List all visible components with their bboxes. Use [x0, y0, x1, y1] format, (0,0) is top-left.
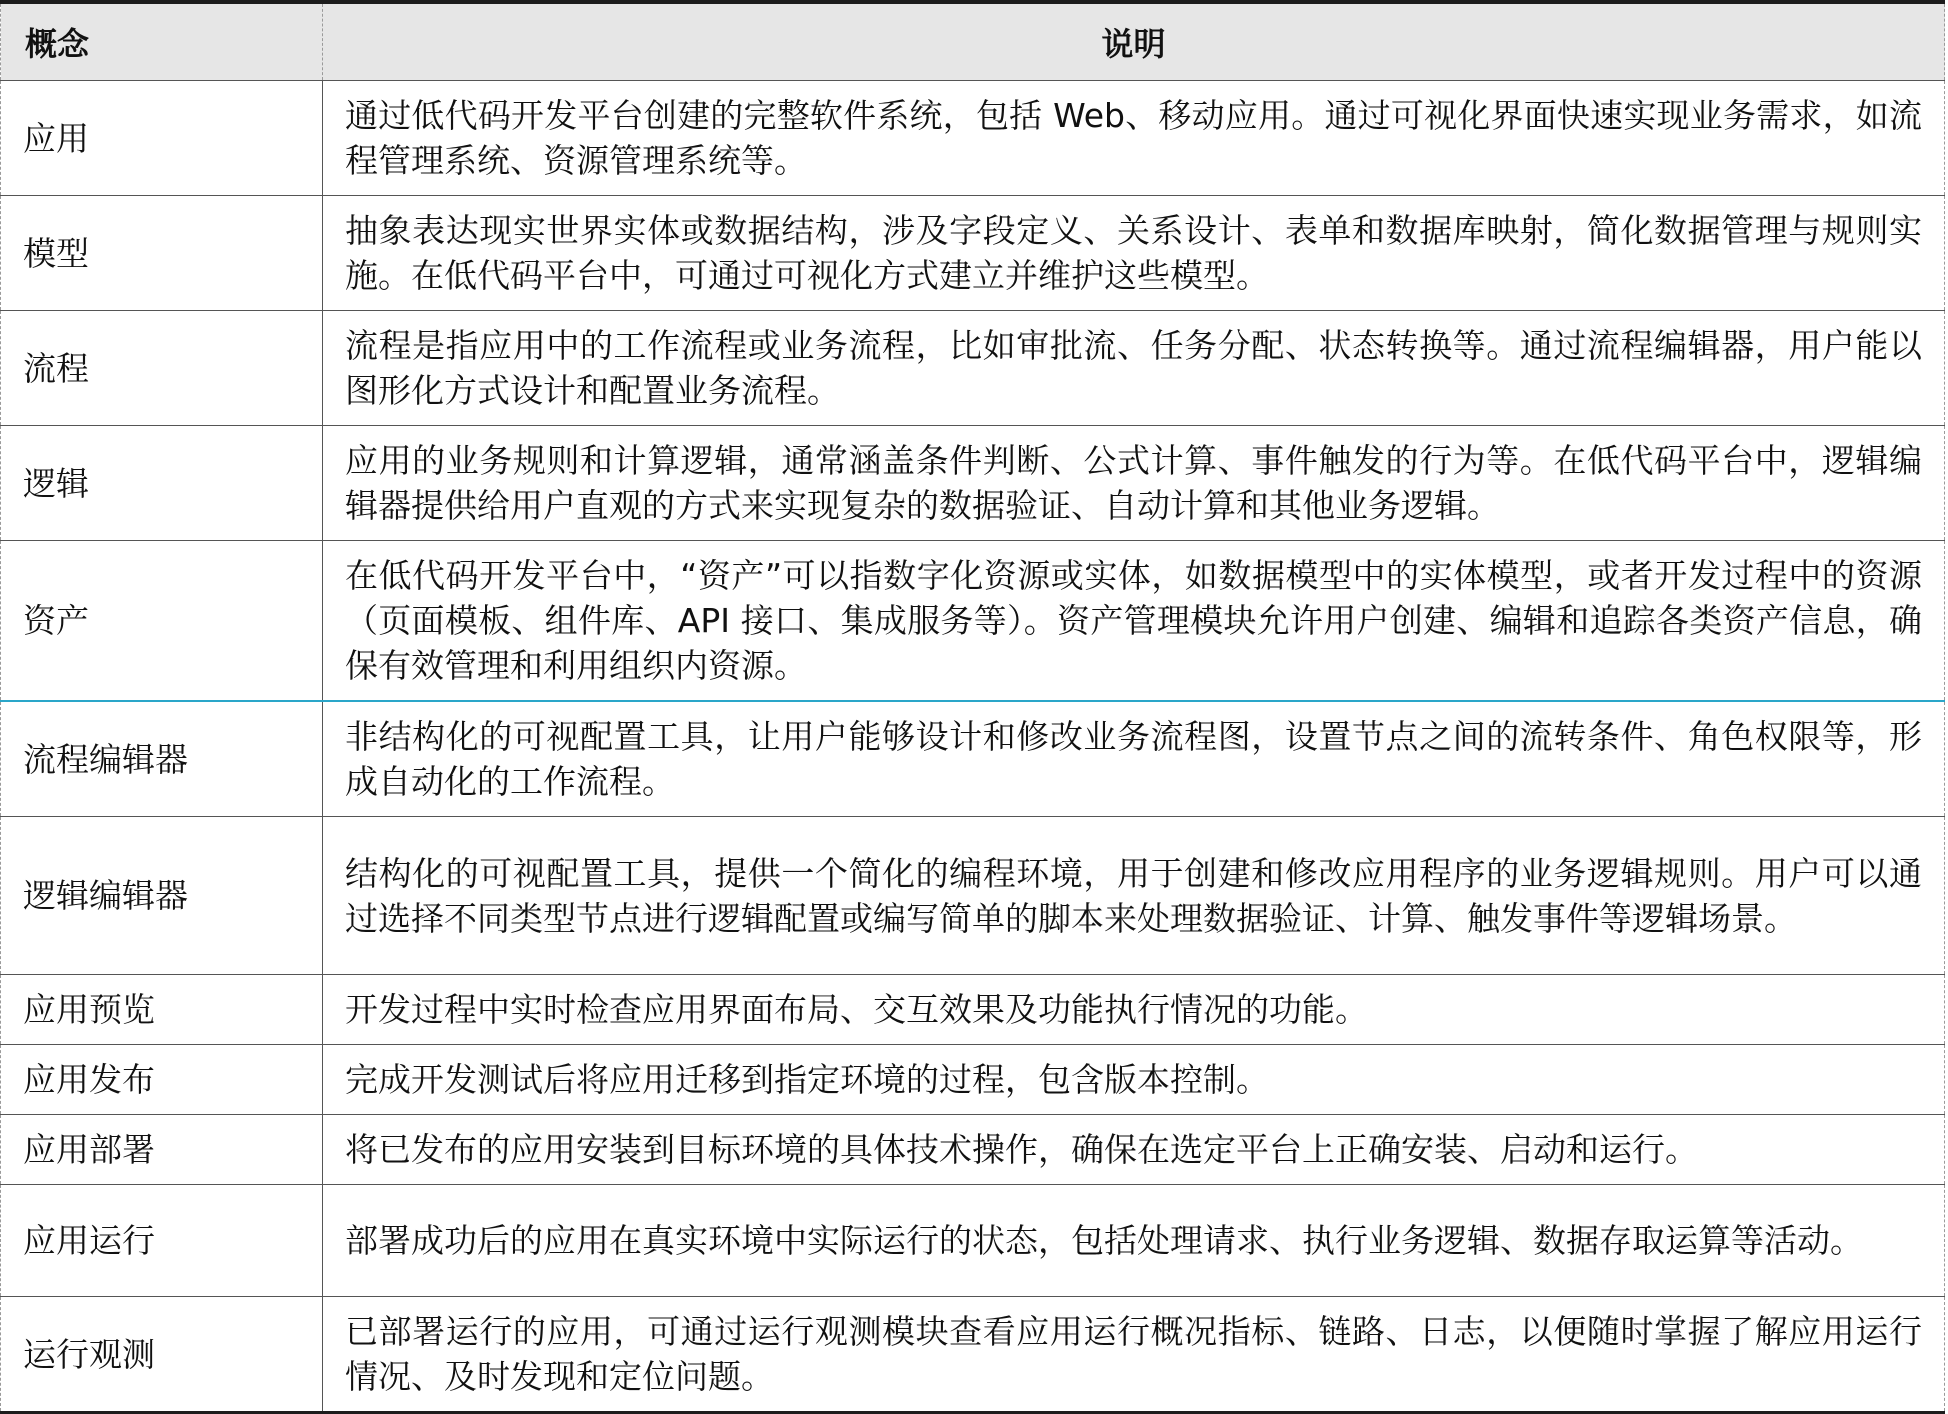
header-description: 说明: [323, 2, 1945, 81]
table-row: [1, 311, 1945, 426]
table-header: [1, 2, 1945, 81]
term-cell: 模型: [1, 196, 323, 311]
table-row: [1, 1185, 1945, 1297]
table-row: [1, 1297, 1945, 1413]
description-cell: 开发过程中实时检查应用界面布局、交互效果及功能执行情况的功能。: [323, 975, 1945, 1045]
term-cell: 应用发布: [1, 1045, 323, 1115]
term-cell: 应用: [1, 81, 323, 196]
table-row: [1, 1045, 1945, 1115]
table-body: [1, 81, 1945, 1413]
description-cell: 部署成功后的应用在真实环境中实际运行的状态，包括处理请求、执行业务逻辑、数据存取运算等活动。: [323, 1185, 1945, 1297]
description-cell: 将已发布的应用安装到目标环境的具体技术操作，确保在选定平台上正确安装、启动和运行。: [323, 1115, 1945, 1185]
table-row: [1, 196, 1945, 311]
description-cell: 已部署运行的应用，可通过运行观测模块查看应用运行概况指标、链路、日志，以便随时掌握了解应用运行情况、及时发现和定位问题。: [323, 1297, 1945, 1413]
table-row: [1, 975, 1945, 1045]
description-cell: 通过低代码开发平台创建的完整软件系统，包括 Web、移动应用。通过可视化界面快速实现业务需求，如流程管理系统、资源管理系统等。: [323, 81, 1945, 196]
description-cell: 在低代码开发平台中，“资产”可以指数字化资源或实体，如数据模型中的实体模型，或者开发过程中的资源（页面模板、组件库、API 接口、集成服务等）。资产管理模块允许用户创建、编辑和追踪各类资产信息，确保有效管理和利用组织内资源。: [323, 541, 1945, 702]
term-cell: 应用运行: [1, 1185, 323, 1297]
description-cell: 非结构化的可视配置工具，让用户能够设计和修改业务流程图，设置节点之间的流转条件、角色权限等，形成自动化的工作流程。: [323, 701, 1945, 817]
description-cell: 抽象表达现实世界实体或数据结构，涉及字段定义、关系设计、表单和数据库映射，简化数据管理与规则实施。在低代码平台中，可通过可视化方式建立并维护这些模型。: [323, 196, 1945, 311]
description-cell: 应用的业务规则和计算逻辑，通常涵盖条件判断、公式计算、事件触发的行为等。在低代码平台中，逻辑编辑器提供给用户直观的方式来实现复杂的数据验证、自动计算和其他业务逻辑。: [323, 426, 1945, 541]
term-cell: 应用部署: [1, 1115, 323, 1185]
description-cell: 完成开发测试后将应用迁移到指定环境的过程，包含版本控制。: [323, 1045, 1945, 1115]
table-row: [1, 701, 1945, 817]
term-cell: 流程编辑器: [1, 701, 323, 817]
table-row: [1, 817, 1945, 975]
table-row: [1, 1115, 1945, 1185]
header-concept: 概念: [1, 2, 323, 81]
term-cell: 逻辑: [1, 426, 323, 541]
term-cell: 运行观测: [1, 1297, 323, 1413]
header-row: [1, 2, 1945, 81]
table-row: [1, 426, 1945, 541]
term-cell: 应用预览: [1, 975, 323, 1045]
table-row: [1, 81, 1945, 196]
term-cell: 资产: [1, 541, 323, 702]
table-row: [1, 541, 1945, 702]
term-cell: 逻辑编辑器: [1, 817, 323, 975]
term-cell: 流程: [1, 311, 323, 426]
description-cell: 流程是指应用中的工作流程或业务流程，比如审批流、任务分配、状态转换等。通过流程编辑器，用户能以图形化方式设计和配置业务流程。: [323, 311, 1945, 426]
description-cell: 结构化的可视配置工具，提供一个简化的编程环境，用于创建和修改应用程序的业务逻辑规则。用户可以通过选择不同类型节点进行逻辑配置或编写简单的脚本来处理数据验证、计算、触发事件等逻辑场景。: [323, 817, 1945, 975]
